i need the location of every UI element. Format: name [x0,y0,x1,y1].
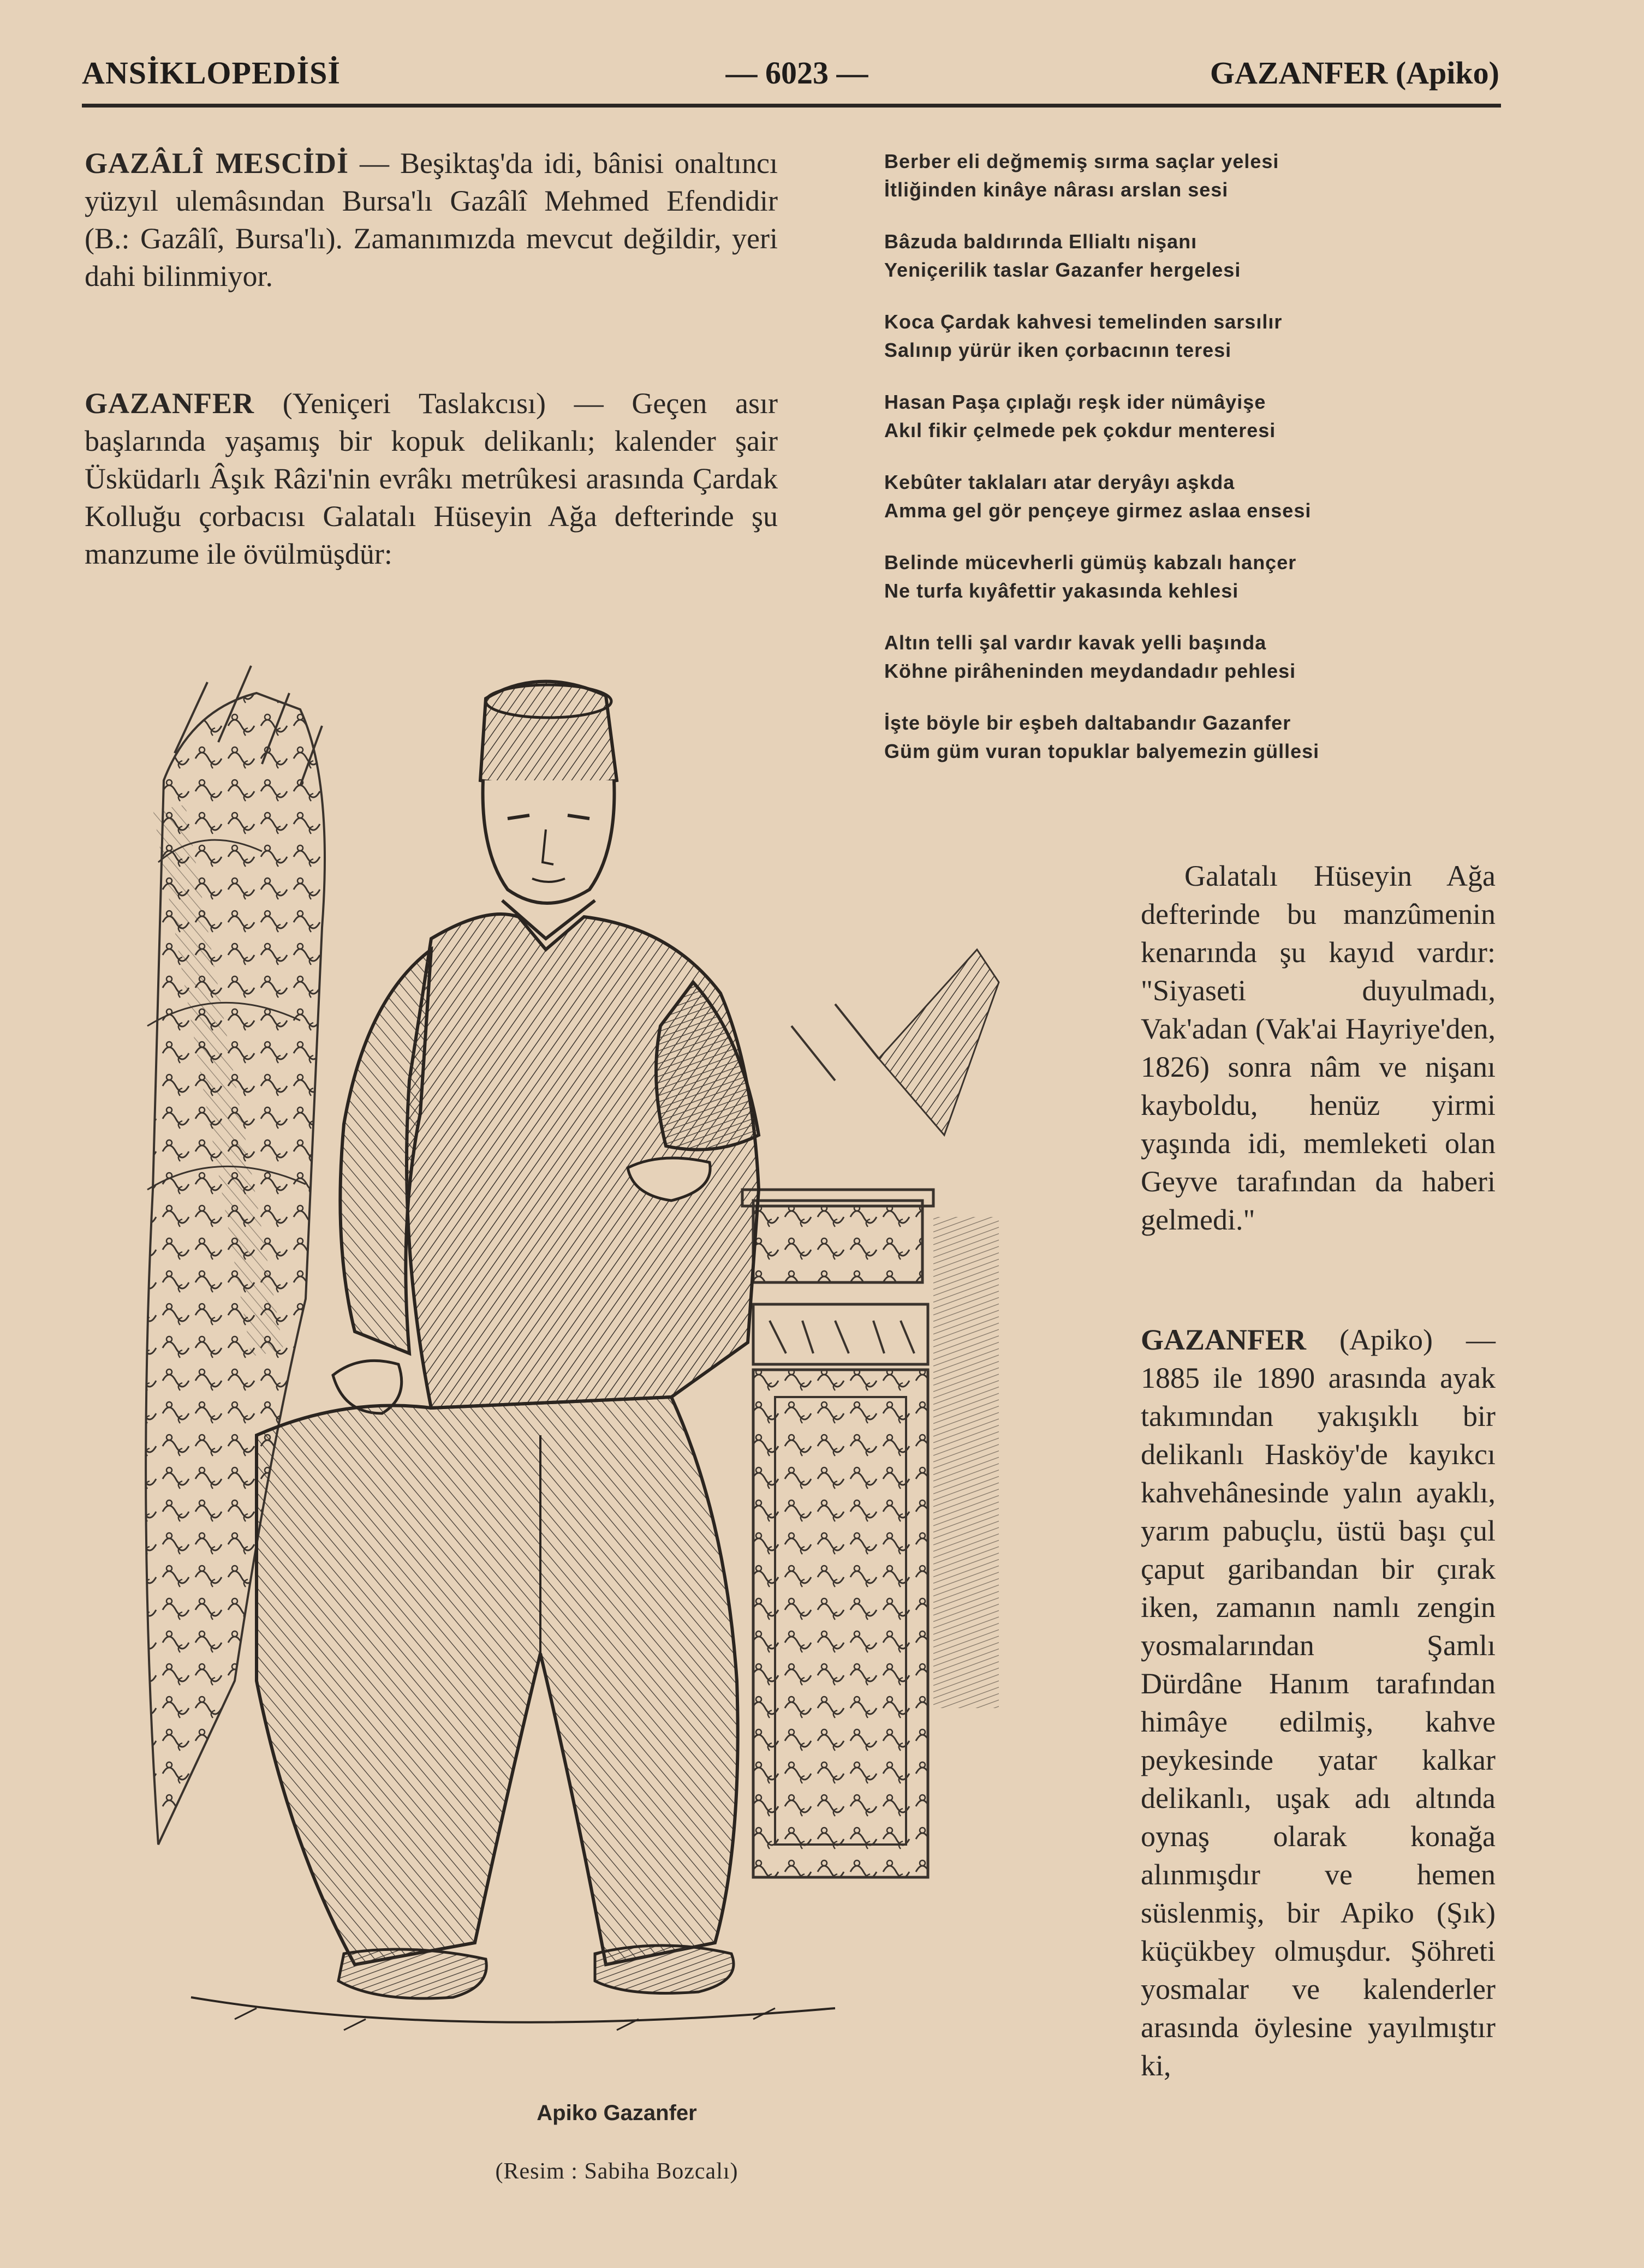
poem-line: Kebûter taklaları atar deryâyı aşkda [884,471,1235,493]
poem-line: Amma gel gör pençeye girmez aslaa ensesi [884,499,1312,522]
poem-line: Altın telli şal vardır kavak yelli başında [884,631,1267,654]
header-left: ANSİKLOPEDİSİ [82,55,341,91]
entry-gazanfer-yeniceri [85,385,778,573]
entry-gazali-mescidi [85,145,778,295]
poem-line: Yeniçerilik taslar Gazanfer hergelesi [884,259,1241,281]
poem-line: Berber eli değmemiş sırma saçlar yelesi [884,150,1279,172]
portrait-illustration [126,644,1103,2085]
poem-line: İtliğinden kinâye nârası arslan sesi [884,178,1229,201]
poem-stanza [884,548,1496,605]
page-number: — 6023 — [725,55,868,91]
poem-stanza [884,308,1496,365]
figure-caption: Apiko Gazanfer [537,2101,697,2125]
pedestal [742,1190,999,1877]
poem-stanza [884,388,1496,445]
entry-body: — Beşiktaş'da idi, bânisi onaltıncı yüzyıl ulemâsından Bursa'lı Gazâlî Mehmed Efendidir (B.: Gazâlî, Bursa'lı). Zamanımızda mevcut değildir, yeri dahi bilinmiyor. [85,147,778,293]
poem-note [1141,857,1496,1239]
header-rule [82,104,1501,108]
entry-body: (Apiko) — 1885 ile 1890 arasında ayak takımından yakışıklı bir delikanlı Hasköy'de kayıkcı kahvehânesinde yalın ayaklı, yarım pabuçlu, üstü başı çul çaput garibandan bir çırak iken, zamanın namlı zengin yosmalarından Şamlı Dürdâne Hanım tarafından himâye edilmiş, kahve peykesinde yatar kalkar delikanlı, uşak adı altında oynaş olarak konağa alınmışdır ve hemen süslenmiş, bir Apiko (Şık) küçükbey olmuşdur. Şöhreti yosmalar ve kalenderler arasında öylesine yayılmıştır ki, [1141,1323,1496,2082]
poem-stanza [884,228,1496,284]
entry-title: GAZÂLÎ MESCİDİ [85,147,349,180]
poem-line: Akıl fikir çelmede pek çokdur menteresi [884,419,1276,441]
entry-gazanfer-apiko [1141,1321,1496,2085]
poem-line: Koca Çardak kahvesi temelinden sarsılır [884,311,1283,333]
poem-stanza [884,147,1496,204]
poem-line: Ne turfa kıyâfettir yakasında kehlesi [884,580,1239,602]
entry-title: GAZANFER [85,387,255,420]
seated-man [257,682,759,1998]
poem-line: Belinde mücevherli gümüş kabzalı hançer [884,551,1297,574]
poem-line: Bâzuda baldırında Ellialtı nişanı [884,230,1198,253]
entry-body: (Yeniçeri Taslakcısı) — Geçen asır başlarında yaşamış bir kopuk delikanlı; kalender şair Üsküdarlı Âşık Râzi'nin evrâkı metrûkesi arasında Çardak Kolluğu çorbacısı Galatalı Hüseyin Ağa defterinde şu manzume ile övülmüşdür: [85,387,778,570]
header-right: GAZANFER (Apiko) [1210,55,1499,91]
poem-stanza [884,468,1496,525]
note-body: Galatalı Hüseyin Ağa defterinde bu manzûmenin kenarında şu kayıd vardır: "Siyaseti duyulmadı, Vak'adan (Vak'ai Hayriye'den, 1826) sonra nâm ve nişanı kayboldu, henüz yirmi yaşında idi, memleketi olan Geyve tarafından da haberi gelmedi." [1141,860,1496,1236]
entry-title: GAZANFER [1141,1323,1307,1356]
poem-line: Köhne pirâheninden meydandadır pehlesi [884,660,1296,682]
poem-line: İşte böyle bir eşbeh daltabandır Gazanfer [884,712,1291,734]
poem-line: Güm güm vuran topuklar balyemezin güllesi [884,740,1320,762]
poem-line: Salınıp yürür iken çorbacının teresi [884,339,1232,361]
poem-line: Hasan Paşa çıplağı reşk ider nümâyişe [884,391,1266,413]
figure-credit: (Resim : Sabiha Bozcalı) [495,2159,738,2184]
